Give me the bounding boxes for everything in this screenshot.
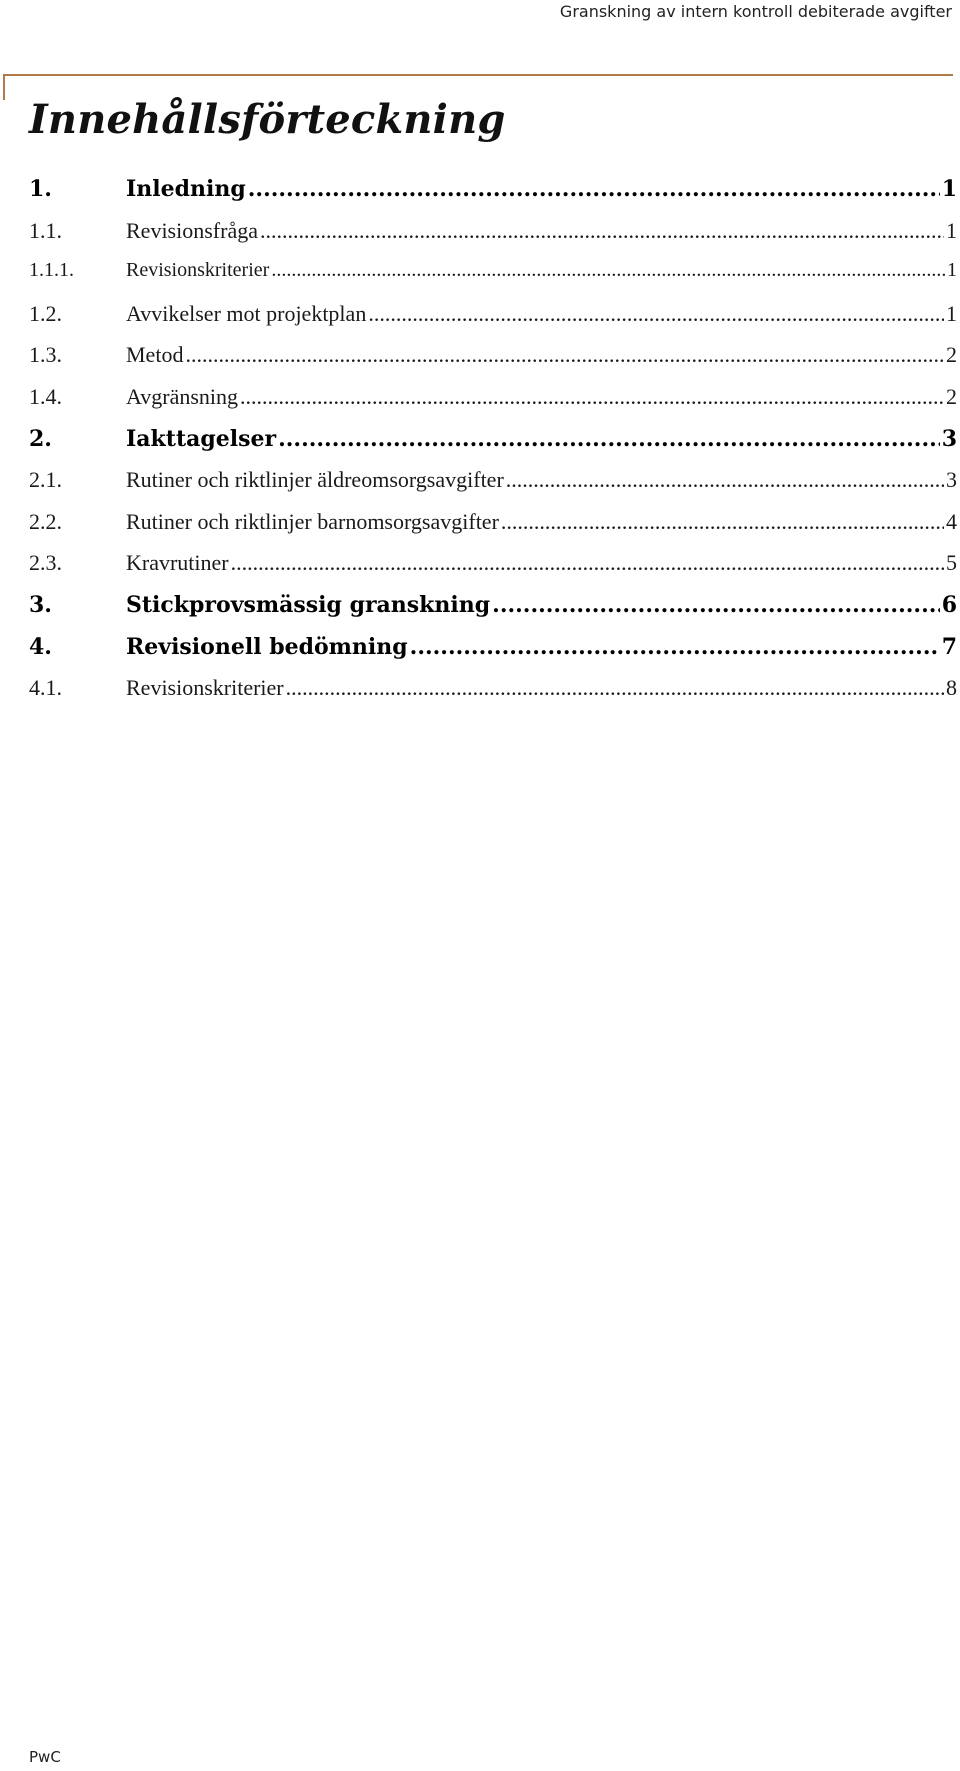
toc-entry-label: Avvikelser mot projektplan bbox=[126, 300, 367, 326]
toc-entry-label: Stickprovsmässig granskning bbox=[126, 591, 491, 618]
toc-dot-leader bbox=[506, 467, 944, 493]
toc-entry[interactable] bbox=[29, 259, 960, 301]
toc-entry-page: 3 bbox=[946, 467, 957, 493]
toc-entry-page: 7 bbox=[941, 633, 957, 660]
toc-entry-number: 2.1. bbox=[29, 467, 62, 493]
toc-entry-page: 1 bbox=[946, 300, 957, 326]
toc-dot-leader bbox=[286, 675, 944, 701]
toc-entry[interactable] bbox=[29, 426, 960, 468]
toc-dot-leader bbox=[231, 550, 944, 576]
toc-entry-number: 1.1. bbox=[29, 217, 62, 243]
toc-dot-leader bbox=[240, 384, 944, 410]
toc-entry[interactable] bbox=[29, 509, 960, 551]
toc-entry-page: 6 bbox=[941, 591, 957, 618]
toc-entry-label: Revisionell bedömning bbox=[126, 633, 408, 660]
toc-entry-page: 2 bbox=[946, 383, 957, 409]
toc-heading: Innehållsförteckning bbox=[29, 96, 506, 143]
toc-entry-label: Rutiner och riktlinjer äldreomsorgsavgifter bbox=[126, 467, 504, 493]
toc-entry-page: 2 bbox=[946, 342, 957, 368]
toc-entry-page: 8 bbox=[946, 675, 957, 701]
toc-dot-leader bbox=[368, 301, 944, 327]
toc-entry[interactable] bbox=[29, 675, 960, 717]
toc-entry-number: 2.3. bbox=[29, 550, 62, 576]
toc-dot-leader bbox=[260, 218, 944, 244]
toc-entry-number: 3. bbox=[29, 591, 52, 618]
toc-entry[interactable] bbox=[29, 218, 960, 260]
toc-entry-number: 1.4. bbox=[29, 383, 62, 409]
toc-entry[interactable] bbox=[29, 467, 960, 509]
toc-entry[interactable] bbox=[29, 634, 960, 676]
toc-entry-label: Avgränsning bbox=[126, 383, 239, 409]
toc-entry-label: Revisionskriterier bbox=[126, 259, 270, 282]
toc-entry-number: 2. bbox=[29, 425, 52, 452]
toc-entry-page: 3 bbox=[941, 425, 957, 452]
toc-entry[interactable] bbox=[29, 342, 960, 384]
toc-entry-label: Revisionsfråga bbox=[126, 217, 258, 243]
toc-entry-page: 1 bbox=[941, 176, 957, 202]
toc-entry-number: 4. bbox=[29, 633, 52, 660]
toc-entry-label: Iakttagelser bbox=[126, 425, 277, 452]
footer-brand: PwC bbox=[29, 1748, 61, 1766]
toc-dot-leader bbox=[501, 509, 944, 535]
toc-entry-number: 1.3. bbox=[29, 342, 62, 368]
toc-entry-label: Rutiner och riktlinjer barnomsorgsavgifter bbox=[126, 508, 499, 534]
toc-entry-label: Kravrutiner bbox=[126, 550, 229, 576]
toc-dot-leader bbox=[492, 592, 940, 618]
toc-entry-number: 1.2. bbox=[29, 300, 62, 326]
toc-entry-number: 2.2. bbox=[29, 508, 62, 534]
toc-dot-leader bbox=[271, 259, 945, 282]
toc-dot-leader bbox=[185, 342, 944, 368]
toc-entry[interactable] bbox=[29, 301, 960, 343]
toc-entry[interactable] bbox=[29, 176, 960, 218]
toc-entry-number: 1. bbox=[29, 176, 52, 202]
toc-entry[interactable] bbox=[29, 550, 960, 592]
toc-entry[interactable] bbox=[29, 384, 960, 426]
header-rule-corner bbox=[3, 74, 5, 100]
header-rule bbox=[3, 74, 953, 76]
toc-entry-number: 4.1. bbox=[29, 675, 62, 701]
toc-entry-page: 1 bbox=[947, 259, 957, 282]
running-header: Granskning av intern kontroll debiterade avgifter bbox=[559, 2, 952, 21]
toc-dot-leader bbox=[410, 634, 940, 660]
toc-entry-page: 1 bbox=[946, 217, 957, 243]
toc-dot-leader bbox=[278, 426, 940, 452]
toc-entry-number: 1.1.1. bbox=[29, 259, 74, 282]
toc-entry-label: Metod bbox=[126, 342, 184, 368]
toc-entry-page: 5 bbox=[946, 550, 957, 576]
toc-dot-leader bbox=[248, 176, 940, 202]
toc-entry[interactable] bbox=[29, 592, 960, 634]
toc-entry-label: Revisionskriterier bbox=[126, 675, 284, 701]
toc-entry-label: Inledning bbox=[126, 176, 246, 202]
table-of-contents bbox=[29, 176, 960, 717]
toc-entry-page: 4 bbox=[946, 508, 957, 534]
